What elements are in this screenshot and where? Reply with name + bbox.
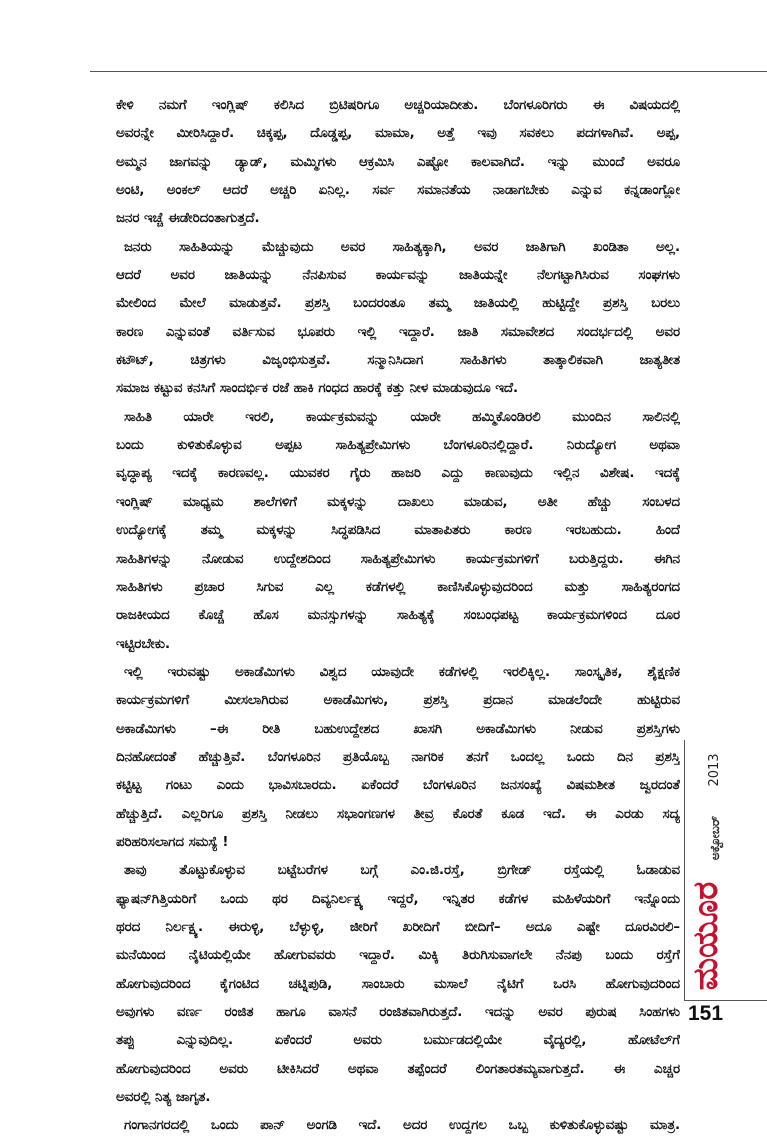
text-line: ಹೋಗುವುದರಿಂದ ಕೈಗಂಟಿದ ಚಟ್ನಿಪುಡಿ, ಸಾಂಬಾರು ಮಸಾಲೆ ನೈಟಿಗೆ ಒರಸಿ ಹೋಗುವುದರಿಂದ bbox=[116, 976, 680, 992]
text-line: ಅಂಟಿ, ಅಂಕಲ್ ಆದರೆ ಅಚ್ಚರಿ ಏನಿಲ್ಲ. ಸರ್ವ ಸಮಾನತೆಯ ನಾಡಾಗಬೇಕು ಎನ್ನುವ ಕನ್ನಡಾಂಗ್ಲೋ bbox=[116, 183, 680, 199]
text-line: ಸಾಹಿತಿ ಯಾರೇ ಇರಲಿ, ಕಾರ್ಯಕ್ರಮವನ್ನು ಯಾರೇ ಹಮ್ಮಿಕೊಂಡಿರಲಿ ಮುಂದಿನ ಸಾಲಿನಲ್ಲಿ bbox=[124, 409, 680, 425]
text-line: ಮೇಲಿಂದ ಮೇಲೆ ಮಾಡುತ್ತವೆ. ಪ್ರಶಸ್ತಿ ಬಂದರಂತೂ ತಮ್ಮ ಜಾತಿಯಲ್ಲಿ ಹುಟ್ಟಿದ್ದೇ ಪ್ರಶಸ್ತಿ ಬರಲು bbox=[116, 296, 680, 312]
paragraph-1 bbox=[116, 92, 680, 234]
article-body bbox=[116, 92, 680, 1141]
text-line: ಅಕಾಡೆಮಿಗಳು –ಈ ರೀತಿ ಬಹುಉದ್ದೇಶದ ಖಾಸಗಿ ಅಕಾಡೆಮಿಗಳು ನೀಡುವ ಪ್ರಶಸ್ತಿಗಳು bbox=[116, 721, 680, 737]
text-line: ಸಮಾಜ ಕಟ್ಟುವ ಕನಸಿಗೆ ಸಾಂದರ್ಭಿಕ ರಜೆ ಹಾಕಿ ಗಂಧದ ಹಾರಕ್ಕೆ ಕತ್ತು ನೀಳ ಮಾಡುವುದೂ ಇದೆ. bbox=[116, 381, 519, 397]
text-line: ಸಾಹಿತಿಗಳು ಪ್ರಚಾರ ಸಿಗುವ ಎಲ್ಲ ಕಡೆಗಳಲ್ಲಿ ಕಾಣಿಸಿಕೊಳ್ಳುವುದರಿಂದ ಮತ್ತು ಸಾಹಿತ್ಯರಂಗದ bbox=[116, 579, 680, 595]
text-line: ಇಟ್ಟಿರಬೇಕು. bbox=[116, 636, 171, 652]
text-line: ಇಂಗ್ಲಿಷ್ ಮಾಧ್ಯಮ ಶಾಲೆಗಳಿಗೆ ಮಕ್ಕಳನ್ನು ದಾಖಲು ಮಾಡುವ, ಅತೀ ಹೆಚ್ಚು ಸಂಬಳದ bbox=[116, 494, 680, 510]
text-line: ದಿನಹೋದಂತೆ ಹೆಚ್ಚುತ್ತಿವೆ. ಬೆಂಗಳೂರಿನ ಪ್ರತಿಯೊಬ್ಬ ನಾಗರಿಕ ತನಗೆ ಒಂದಲ್ಲ ಒಂದು ದಿನ ಪ್ರಶಸ್ತಿ bbox=[116, 749, 680, 765]
text-line: ಕಟ್ಟಿಟ್ಟ ಗಂಟು ಎಂದು ಭಾವಿಸಬಾರದು. ಏಕೆಂದರೆ ಬೆಂಗಳೂರಿನ ಜನಸಂಖ್ಯೆ ವಿಷಮಶೀತ ಜ್ವರದಂತೆ bbox=[116, 778, 680, 794]
text-line: ಗಂಗಾನಗರದಲ್ಲಿ ಒಂದು ಪಾನ್ ಅಂಗಡಿ ಇದೆ. ಅದರ ಉದ್ದಗಲ ಒಬ್ಬ ಕುಳಿತುಕೊಳ್ಳುವಷ್ಟು ಮಾತ್ರ. bbox=[124, 1118, 680, 1134]
text-line: ಹೋಗುವುದರಿಂದ ಅವರು ಟೀಕಿಸಿದರೆ ಅಥವಾ ತಪ್ಪೆಂದರೆ ಲಿಂಗತಾರತಮ್ಯವಾಗುತ್ತದೆ. ಈ ಎಚ್ಚರ bbox=[116, 1061, 680, 1077]
text-line: ಪರಿಹರಿಸಲಾಗದ ಸಮಸ್ಯೆ ! bbox=[116, 834, 229, 850]
paragraph-5 bbox=[116, 857, 680, 1112]
paragraph-3 bbox=[116, 404, 680, 659]
text-line: ಜನರ ಇಚ್ಚೆ ಈಡೇರಿದಂತಾಗುತ್ತದೆ. bbox=[116, 211, 260, 227]
text-line: ಕಾರಣ ಎನ್ನುವಂತೆ ವರ್ತಿಸುವ ಭೂಪರು ಇಲ್ಲಿ ಇದ್ದಾರೆ. ಜಾತಿ ಸಮಾವೇಶದ ಸಂದರ್ಭದಲ್ಲಿ ಅವರ bbox=[116, 324, 680, 340]
text-line: ಥರದ ನಿರ್ಲಕ್ಷ್ಯ. ಈರುಳ್ಳಿ, ಬೆಳ್ಳುಳ್ಳಿ, ಜೀರಿಗೆ ಖರೀದಿಗೆ ಬೀದಿಗೆ– ಅದೂ ಎಷ್ಟೇ ದೂರವಿರಲಿ– bbox=[116, 919, 680, 935]
issue-month: ಅಕ್ಟೋಬರ್ bbox=[708, 815, 722, 861]
text-line: ಕಟೌಟ್, ಚಿತ್ರಗಳು ವಿಜೃಂಭಿಸುತ್ತವೆ. ಸನ್ಮಾನಿಸಿದಾಗ ಸಾಹಿತಿಗಳು ತಾತ್ಕಾಲಿಕವಾಗಿ ಜಾತ್ಯತೀತ bbox=[116, 353, 680, 369]
magazine-title: ಮಯೂರ bbox=[686, 881, 726, 991]
page-number: 151 bbox=[688, 1002, 724, 1025]
text-line: ಸಾಹಿತಿಗಳನ್ನು ನೋಡುವ ಉದ್ದೇಶದಿಂದ ಸಾಹಿತ್ಯಪ್ರೇಮಿಗಳು ಕಾರ್ಯಕ್ರಮಗಳಿಗೆ ಬರುತ್ತಿದ್ದರು. ಈಗಿನ bbox=[116, 551, 680, 567]
paragraph-6 bbox=[116, 1112, 680, 1140]
text-line: ಇಲ್ಲಿ ಇರುವಷ್ಟು ಅಕಾಡೆಮಿಗಳು ವಿಶ್ವದ ಯಾವುದೇ ಕಡೆಗಳಲ್ಲಿ ಇರಲಿಕ್ಕಿಲ್ಲ. ಸಾಂಸ್ಕೃತಿಕ, ಶೈಕ್ಷಣಿಕ bbox=[124, 664, 680, 680]
text-line: ವೃದ್ಧಾಪ್ಯ ಇದಕ್ಕೆ ಕಾರಣವಲ್ಲ. ಯುವಕರ ಗೈರು ಹಾಜರಿ ಎದ್ದು ಕಾಣುವುದು ಇಲ್ಲಿನ ವಿಶೇಷ. ಇದಕ್ಕೆ bbox=[116, 466, 680, 482]
text-line: ಕಾರ್ಯಕ್ರಮಗಳಿಗೆ ಮೀಸಲಾಗಿರುವ ಅಕಾಡೆಮಿಗಳು, ಪ್ರಶಸ್ತಿ ಪ್ರದಾನ ಮಾಡಲೆಂದೇ ಹುಟ್ಟಿರುವ bbox=[116, 693, 680, 709]
text-line: ಬಂದು ಕುಳಿತುಕೊಳ್ಳುವ ಅಪ್ಪಟ ಸಾಹಿತ್ಯಪ್ರೇಮಿಗಳು ಬೆಂಗಳೂರಿನಲ್ಲಿದ್ದಾರೆ. ನಿರುದ್ಯೋಗ ಅಥವಾ bbox=[116, 438, 680, 454]
paragraph-4 bbox=[116, 659, 680, 857]
text-line: ಆದರೆ ಅವರ ಜಾತಿಯನ್ನು ನೆನಪಿಸುವ ಕಾರ್ಯವನ್ನು ಜಾತಿಯನ್ನೇ ನೆಲಗಟ್ಟಾಗಿಸಿರುವ ಸಂಘಗಳು bbox=[116, 268, 680, 284]
text-line: ಉದ್ಯೋಗಕ್ಕೆ ತಮ್ಮ ಮಕ್ಕಳನ್ನು ಸಿದ್ಧಪಡಿಸಿದ ಮಾತಾಪಿತರು ಕಾರಣ ಇರಬಹುದು. ಹಿಂದೆ bbox=[116, 523, 680, 539]
masthead-divider bbox=[684, 740, 685, 1000]
header-rule bbox=[90, 71, 767, 72]
paragraph-2 bbox=[116, 234, 680, 404]
text-line: ಫ್ಯಾಷನ್‌ಗಿತ್ತಿಯರಿಗೆ ಒಂದು ಥರ ದಿವ್ಯನಿರ್ಲಕ್ಷ್ಯ ಇದ್ದರೆ, ಇನ್ನಿತರ ಕಡೆಗಳ ಮಹಿಳೆಯರಿಗೆ ಇನ್ನೊಂದು bbox=[116, 891, 680, 907]
text-line: ರಾಜಕೀಯದ ಕೊಚ್ಚೆ ಹೊಸ ಮನಸ್ಸುಗಳನ್ನು ಸಾಹಿತ್ಯಕ್ಕೆ ಸಂಬಂಧಪಟ್ಟ ಕಾರ್ಯಕ್ರಮಗಳಿಂದ ದೂರ bbox=[116, 608, 680, 624]
text-line: ಮನೆಯಿಂದ ನೈಟಿಯಲ್ಲಿಯೇ ಹೋಗುವವರು ಇದ್ದಾರೆ. ಮಿಕ್ಕಿ ತಿರುಗಿಸುವಾಗಲೇ ನೆನಪು ಬಂದು ರಸ್ತೆಗೆ bbox=[116, 948, 680, 964]
text-line: ಹೆಚ್ಚುತ್ತಿದೆ. ಎಲ್ಲರಿಗೂ ಪ್ರಶಸ್ತಿ ನೀಡಲು ಸಭಾಂಗಣಗಳ ತೀವ್ರ ಕೊರತೆ ಕೂಡ ಇದೆ. ಈ ಎರಡು ಸದ್ಯ bbox=[116, 806, 680, 822]
text-line: ಅಮ್ಮನ ಜಾಗವನ್ನು ಡ್ಯಾಡ್, ಮಮ್ಮಿಗಳು ಆಕ್ರಮಿಸಿ ಎಷ್ಟೋ ಕಾಲವಾಗಿದೆ. ಇನ್ನು ಮುಂದೆ ಅವರೂ bbox=[116, 154, 680, 170]
text-line: ಅವರಲ್ಲಿ ನಿತ್ಯ ಜಾಗೃತ. bbox=[116, 1090, 211, 1106]
issue-year: 2013 bbox=[707, 753, 722, 787]
text-line: ಜನರು ಸಾಹಿತಿಯನ್ನು ಮೆಚ್ಚುವುದು ಅವರ ಸಾಹಿತ್ಯಕ್ಕಾಗಿ, ಅವರ ಜಾತಿಗಾಗಿ ಖಂಡಿತಾ ಅಲ್ಲ. bbox=[124, 239, 680, 255]
footer-rule bbox=[684, 1000, 767, 1001]
text-line: ಅವರನ್ನೇ ಮೀರಿಸಿದ್ದಾರೆ. ಚಿಕ್ಕಪ್ಪ, ದೊಡ್ಡಪ್ಪ, ಮಾಮಾ, ಅತ್ತೆ ಇವು ಸವಕಲು ಪದಗಳಾಗಿವೆ. ಅಪ್ಪ, bbox=[116, 126, 680, 142]
magazine-masthead bbox=[686, 744, 744, 991]
text-line: ಅವುಗಳು ವರ್ಣ ರಂಜಿತ ಹಾಗೂ ವಾಸನೆ ರಂಜಿತವಾಗಿರುತ್ತದೆ. ಇದನ್ನು ಅವರ ಪುರುಷ ಸಿಂಹಗಳು bbox=[116, 1005, 680, 1020]
text-line: ತಾವು ತೊಟ್ಟುಕೊಳ್ಳುವ ಬಟ್ಟೆಬರೆಗಳ ಬಗ್ಗೆ ಎಂ.ಜಿ.ರಸ್ತೆ, ಬ್ರಿಗೇಡ್ ರಸ್ತೆಯಲ್ಲಿ ಓಡಾಡುವ bbox=[124, 863, 680, 879]
text-line: ತಪ್ಪು ಎನ್ನುವುದಿಲ್ಲ. ಏಕೆಂದರೆ ಅವರು ಬರ್ಮುಡದಲ್ಲಿಯೇ ವೈದ್ಯರಲ್ಲಿ, ಹೋಟೆಲ್‌ಗೆ bbox=[116, 1033, 680, 1049]
text-line: ಕೇಳಿ ನಮಗೆ ಇಂಗ್ಲಿಷ್ ಕಲಿಸಿದ ಬ್ರಿಟಿಷರಿಗೂ ಅಚ್ಚರಿಯಾದೀತು. ಬೆಂಗಳೂರಿಗರು ಈ ವಿಷಯದಲ್ಲಿ bbox=[116, 98, 680, 113]
